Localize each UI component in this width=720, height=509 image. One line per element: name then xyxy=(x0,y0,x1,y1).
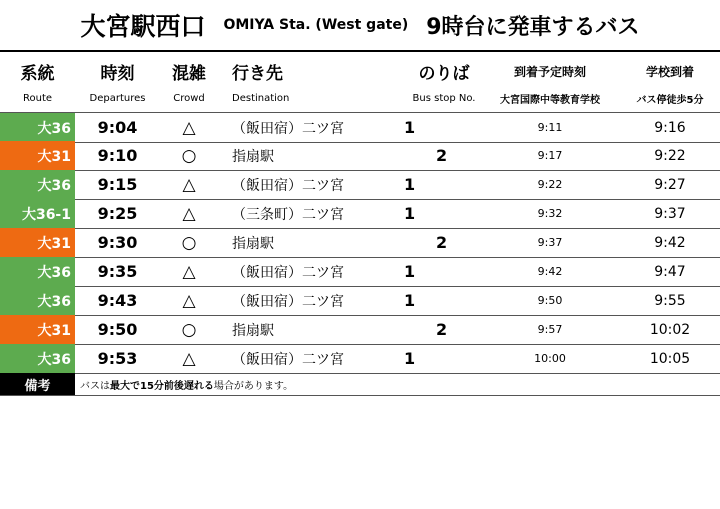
bus-stop-number: 1 xyxy=(404,291,416,310)
col-header-departures: 時刻 xyxy=(100,63,135,84)
col-header-stop: のりば xyxy=(418,63,470,84)
col-sub-stop: Bus stop No. xyxy=(412,92,476,104)
destination: （飯田宿）二ツ宮 xyxy=(232,120,344,137)
destination: （飯田宿）二ツ宮 xyxy=(232,351,344,368)
crowd-symbol: △ xyxy=(182,174,196,195)
departure-time: 9:53 xyxy=(97,349,138,368)
remarks-text: バスは 最大で15分前後遅れる 場合があります。 xyxy=(80,380,294,392)
table-row xyxy=(0,344,720,374)
arrival-time: 9:42 xyxy=(537,265,563,278)
arrival-time: 9:32 xyxy=(537,207,563,220)
page-subtitle: 9時台に発車するバス xyxy=(426,14,640,40)
route-badge: 大36 xyxy=(0,286,75,315)
bus-stop-number: 1 xyxy=(404,204,416,223)
crowd-symbol: △ xyxy=(182,290,196,311)
school-arrival-time: 9:47 xyxy=(654,263,686,280)
table-row xyxy=(0,228,720,258)
departure-time: 9:35 xyxy=(97,262,138,281)
col-sub-school: バス停徒歩5分 xyxy=(636,94,704,106)
arrival-time: 9:50 xyxy=(537,294,563,307)
crowd-symbol: △ xyxy=(182,203,196,224)
departure-time: 9:10 xyxy=(97,146,138,165)
col-header-school: 学校到着 xyxy=(645,64,694,79)
crowd-symbol: △ xyxy=(182,261,196,282)
destination: （三条町）二ツ宮 xyxy=(232,206,344,223)
col-sub-departures: Departures xyxy=(89,92,146,104)
column-subheaders xyxy=(0,88,720,108)
school-arrival-time: 9:42 xyxy=(654,234,686,251)
destination: （飯田宿）二ツ宮 xyxy=(232,293,344,310)
arrival-time: 9:37 xyxy=(537,236,563,249)
crowd-symbol: △ xyxy=(182,348,196,369)
route-badge: 大31 xyxy=(0,228,75,257)
route-badge: 大36 xyxy=(0,257,75,286)
page-title-english: OMIYA Sta. (West gate) xyxy=(223,17,409,33)
departure-time: 9:50 xyxy=(97,320,138,339)
page-header xyxy=(0,0,720,50)
route-badge: 大36 xyxy=(0,344,75,373)
header-divider xyxy=(0,50,720,52)
bus-stop-number: 1 xyxy=(404,349,416,368)
destination: 指扇駅 xyxy=(232,322,274,339)
crowd-symbol: ○ xyxy=(181,145,197,166)
route-badge: 大31 xyxy=(0,315,75,344)
school-arrival-time: 10:02 xyxy=(649,321,691,338)
arrival-time: 9:22 xyxy=(537,178,563,191)
bus-stop-number: 1 xyxy=(404,175,416,194)
col-sub-destination: Destination xyxy=(232,92,290,104)
table-row xyxy=(0,257,720,287)
bus-stop-number: 1 xyxy=(404,118,416,137)
bus-stop-number: 2 xyxy=(436,320,448,339)
remarks-label: 備考 xyxy=(0,373,75,395)
col-header-destination: 行き先 xyxy=(232,63,283,84)
crowd-symbol: ○ xyxy=(181,319,197,340)
destination: 指扇駅 xyxy=(232,148,274,165)
departure-time: 9:04 xyxy=(97,118,138,137)
page-title: 大宮駅西口 xyxy=(80,12,206,41)
bus-stop-number: 2 xyxy=(436,233,448,252)
remarks-row xyxy=(0,373,720,396)
school-arrival-time: 9:16 xyxy=(654,119,686,136)
col-sub-route: Route xyxy=(22,92,53,104)
departure-time: 9:25 xyxy=(97,204,138,223)
col-sub-arrival: 大宮国際中等教育学校 xyxy=(500,94,600,106)
destination: （飯田宿）二ツ宮 xyxy=(232,177,344,194)
col-header-route: 系統 xyxy=(20,63,55,84)
table-row xyxy=(0,199,720,229)
school-arrival-time: 9:37 xyxy=(654,205,686,222)
crowd-symbol: ○ xyxy=(181,232,197,253)
col-header-crowd: 混雑 xyxy=(172,63,206,84)
departure-time: 9:30 xyxy=(97,233,138,252)
route-badge: 大36 xyxy=(0,170,75,199)
departure-time: 9:15 xyxy=(97,175,138,194)
arrival-time: 9:17 xyxy=(537,149,563,162)
bus-stop-number: 2 xyxy=(436,146,448,165)
school-arrival-time: 9:55 xyxy=(654,292,686,309)
destination: 指扇駅 xyxy=(232,235,274,252)
column-headers xyxy=(0,56,720,86)
destination: （飯田宿）二ツ宮 xyxy=(232,264,344,281)
school-arrival-time: 10:05 xyxy=(649,350,691,367)
arrival-time: 9:11 xyxy=(537,121,563,134)
table-row xyxy=(0,112,720,143)
table-row xyxy=(0,170,720,200)
route-badge: 大31 xyxy=(0,141,75,170)
departure-time: 9:43 xyxy=(97,291,138,310)
arrival-time: 10:00 xyxy=(534,352,566,365)
route-badge: 大36-1 xyxy=(0,199,75,228)
col-header-arrival: 到着予定時刻 xyxy=(513,64,586,79)
table-row xyxy=(0,141,720,171)
table-row xyxy=(0,286,720,316)
table-row xyxy=(0,315,720,345)
school-arrival-time: 9:22 xyxy=(654,147,686,164)
col-sub-crowd: Crowd xyxy=(173,92,205,104)
bus-stop-number: 1 xyxy=(404,262,416,281)
arrival-time: 9:57 xyxy=(537,323,563,336)
route-badge: 大36 xyxy=(0,113,75,142)
crowd-symbol: △ xyxy=(182,117,196,138)
school-arrival-time: 9:27 xyxy=(654,176,686,193)
